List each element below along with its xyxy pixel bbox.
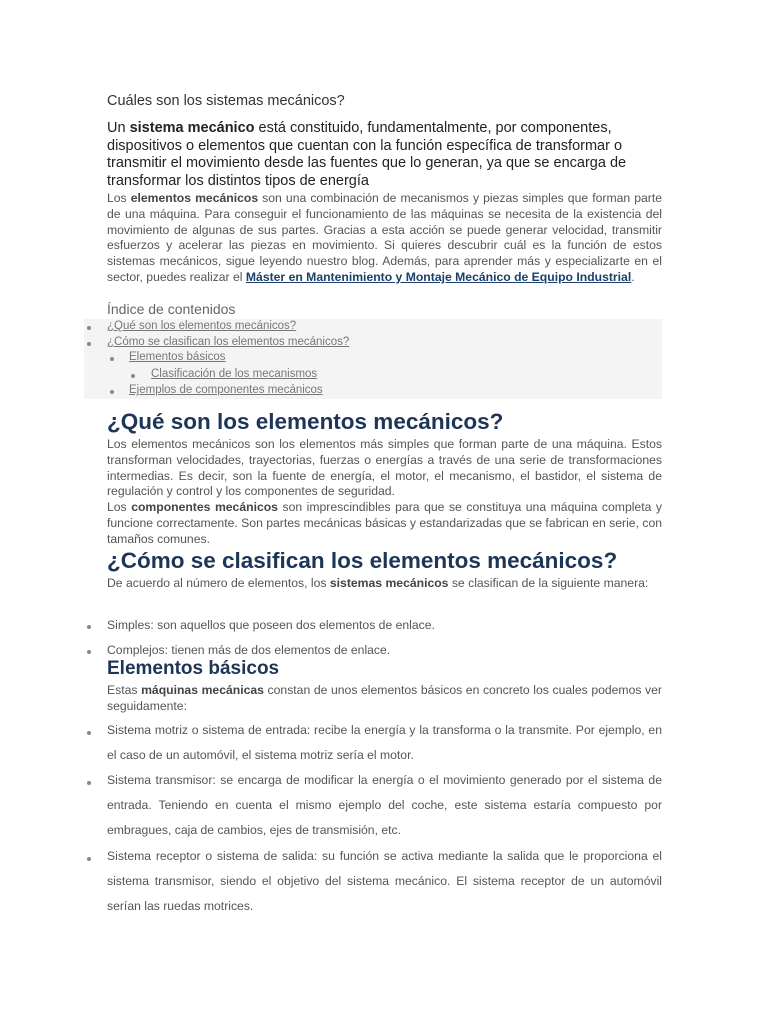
section-heading-como-se-clasifican: ¿Cómo se clasifican los elementos mecánicos? <box>107 548 618 573</box>
list-item-complejos: Complejos: tienen más de dos elementos de enlace. <box>107 643 391 657</box>
s2-bold-term: sistemas mecánicos <box>329 576 449 590</box>
list-bullet <box>87 781 91 785</box>
list-bullet <box>87 857 91 861</box>
elements-paragraph <box>107 191 662 286</box>
para2-text-b: son una combinación de mecanismos y piezas simples que forman parte de una máquina. Para conseguir el funcionamiento de las máquinas se necesita de la existencia del movimiento de algunas de sus partes. Gracias a esta acción se puede generar velocidad, transmitir esfuerzos y acelerar las piezas en movimiento. Si quieres descubrir cuál es la función de estos sistemas mecánicos, sigue leyendo nuestro blog. Además, para aprender más y especializarte en el sector, puedes realizar el <box>107 191 663 284</box>
s2-text-b: se clasifican de la siguiente manera: <box>448 576 649 590</box>
section1-paragraph-1: Los elementos mecánicos son los elementos más simples que forman parte de una máquina. Estos transforman velocidades, trayectorias, fuerzas o energías a través de una serie de transformaciones intermedias. Es decir, son la fuente de energía, el motor, el mecanismo, el bastidor, el sistema de regulación y control y los componentes de seguridad. <box>107 437 662 499</box>
toc-item-clasificacion-mecanismos[interactable]: Clasificación de los mecanismos <box>151 368 318 380</box>
toc-item-elementos-basicos[interactable]: Elementos básicos <box>129 351 226 363</box>
list-bullet <box>87 625 91 629</box>
toc-bullet <box>110 390 114 394</box>
section-heading-elementos-basicos: Elementos básicos <box>107 658 280 679</box>
para2-text-a: Los <box>107 191 131 205</box>
list-bullet <box>87 650 91 654</box>
s2-text-a: De acuerdo al número de elementos, los <box>107 576 330 590</box>
section1-paragraph-2 <box>107 500 662 547</box>
section-heading-que-son: ¿Qué son los elementos mecánicos? <box>107 409 504 434</box>
page-question-title: Cuáles son los sistemas mecánicos? <box>107 93 345 109</box>
toc-item-como-se-clasifican[interactable]: ¿Cómo se clasifican los elementos mecánicos? <box>107 336 350 348</box>
para2-end: . <box>631 269 635 284</box>
toc-item-ejemplos-componentes[interactable]: Ejemplos de componentes mecánicos <box>129 384 323 396</box>
s3-bold-term: máquinas mecánicas <box>141 683 264 697</box>
list-item-sistema-receptor: Sistema receptor o sistema de salida: su función se activa mediante la salida que le proporciona el sistema transmisor, siendo el objetivo del sistema mecánico. El sistema receptor de un automóvil serían las ruedas motrices. <box>107 849 662 913</box>
intro-text-a: Un <box>107 120 130 136</box>
section2-paragraph <box>107 576 662 592</box>
toc-bullet <box>131 374 135 378</box>
s1p2-text-a: Los <box>107 500 132 514</box>
intro-bold-term: sistema mecánico <box>129 120 255 136</box>
list-item-simples: Simples: son aquellos que poseen dos elementos de enlace. <box>107 618 435 632</box>
toc-item-que-son[interactable]: ¿Qué son los elementos mecánicos? <box>107 320 297 332</box>
section3-paragraph <box>107 683 662 715</box>
s3-text-b: constan de unos elementos básicos en concreto los cuales podemos ver seguidamente: <box>107 683 662 713</box>
para2-bold-term: elementos mecánicos <box>130 191 259 205</box>
list-bullet <box>87 731 91 735</box>
intro-paragraph <box>107 120 667 190</box>
toc-title: Índice de contenidos <box>107 301 236 317</box>
master-course-link[interactable]: Máster en Mantenimiento y Montaje Mecánico de Equipo Industrial <box>245 269 632 284</box>
toc-bullet <box>87 342 91 346</box>
intro-text-b: está constituido, fundamentalmente, por componentes, dispositivos o elementos que cuentan con la función específica de transformar o transmitir el movimiento desde las fuentes que lo generan, ya que se encarga de transformar los distintos tipos de energía <box>107 120 627 189</box>
s3-text-a: Estas <box>107 683 142 697</box>
toc-bullet <box>110 357 114 361</box>
list-item-sistema-motriz: Sistema motriz o sistema de entrada: recibe la energía y la transforma o la transmite. Por ejemplo, en el caso de un automóvil, el sistema motriz sería el motor. <box>107 723 662 762</box>
s1p2-bold-term: componentes mecánicos <box>131 500 278 514</box>
toc-bullet <box>87 326 91 330</box>
s1p2-text-b: son imprescindibles para que se constituya una máquina completa y funcione correctamente. Son partes mecánicas básicas y estandarizadas que se fabrican en serie, con tamaños comunes. <box>107 500 662 546</box>
list-item-sistema-transmisor: Sistema transmisor: se encarga de modificar la energía o el movimiento generado por el sistema de entrada. Teniendo en cuenta el mismo ejemplo del coche, este sistema estaría compuesto por embragues, caja de cambios, ejes de transmisión, etc. <box>107 773 662 837</box>
